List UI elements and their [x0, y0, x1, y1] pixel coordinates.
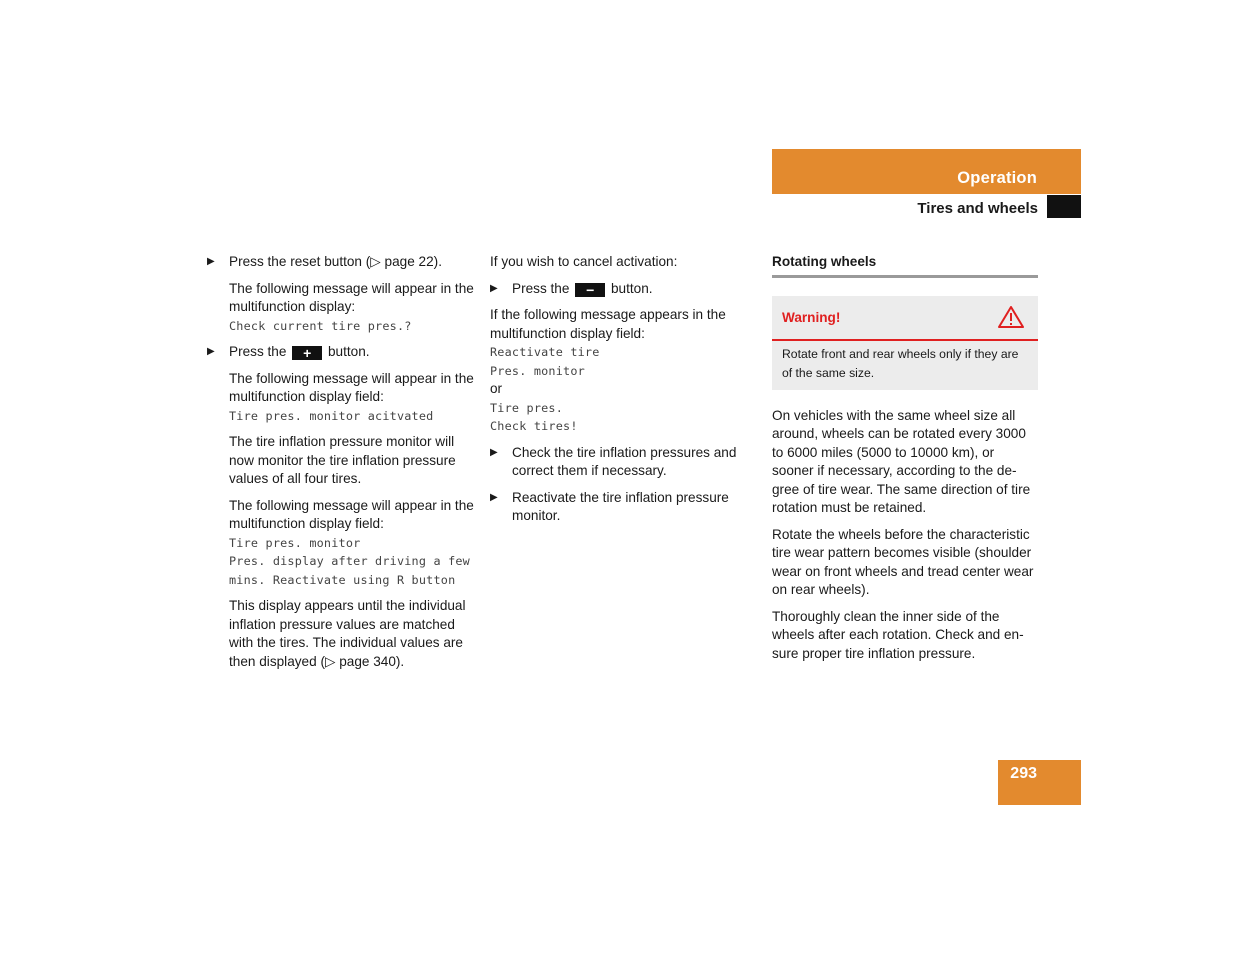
paragraph: Rotate the wheels before the characteristic tire wear pattern becomes visible (shoulder wear on front wheels and tread center wear on rear wheels). — [772, 526, 1034, 597]
section-title: Operation — [957, 169, 1037, 187]
paragraph — [207, 280, 475, 336]
page-number: 293 — [1010, 765, 1037, 782]
bullet-arrow-icon: ▶ — [490, 282, 498, 294]
paragraph: On vehicles with the same wheel size all around, wheels can be rotated every 3000 to 6000 miles (5000 to 10000 km), or sooner if necessary, according to the degree of tire wear. The same direction of tire rotation must be retained. — [772, 407, 1031, 515]
intro-text: If you wish to cancel activation: — [490, 254, 678, 269]
display-message: Tire pres. monitor acitvated — [229, 408, 434, 423]
warning-box — [772, 296, 1038, 390]
step-text: Check the tire inflation pressures and correct them if necessary. — [512, 444, 737, 478]
paragraph — [207, 497, 475, 590]
step-text: button. — [327, 344, 370, 359]
section-heading: Rotating wheels — [772, 253, 1038, 278]
minus-button-icon: − — [575, 283, 605, 297]
step-text: Press the reset button (▷ page 22). — [229, 254, 442, 269]
bullet-arrow-icon: ▶ — [490, 491, 498, 503]
subsection-title: Tires and wheels — [917, 200, 1038, 217]
display-message: Check tires! — [490, 419, 578, 433]
paragraph — [490, 306, 755, 436]
display-message: Tire pres. monitor — [229, 535, 361, 550]
warning-label: Warning! — [782, 309, 841, 325]
display-message: Check current tire pres.? — [229, 318, 412, 333]
display-message: Pres. monitor — [490, 363, 585, 378]
warning-header — [772, 296, 1038, 341]
display-message: Pres. display after driving a few — [229, 554, 470, 568]
paragraph — [207, 433, 475, 489]
warning-text: Rotate front and rear wheels only if they are of the same size. — [782, 346, 1019, 380]
paragraph-text: This display appears until the individual inflation pressure values are matched with the tires. The individual values are then displayed (▷ page 340). — [229, 598, 466, 669]
bullet-arrow-icon: ▶ — [207, 346, 215, 357]
step-reset — [207, 253, 475, 272]
paragraph-text: The following message will appear in the multifunction display: — [229, 280, 474, 314]
paragraph — [207, 370, 475, 426]
bullet-arrow-icon: ▶ — [207, 256, 215, 267]
step-check-pressures — [490, 444, 755, 481]
step-text: Press the — [229, 344, 287, 359]
bullet-arrow-icon: ▶ — [490, 446, 498, 458]
header-band — [772, 149, 1081, 194]
column-2 — [490, 253, 755, 534]
warning-triangle-icon — [997, 305, 1025, 329]
step-press-minus — [490, 280, 755, 299]
display-message: mins. Reactivate using R button — [229, 572, 456, 587]
display-message: Reactivate tire — [490, 345, 600, 359]
paragraph — [207, 597, 475, 671]
step-text: Press the — [512, 280, 570, 296]
step-text: button. — [610, 280, 653, 296]
page-number-box — [998, 760, 1081, 805]
step-reactivate — [490, 489, 755, 526]
paragraph-text: The following message will appear in the multifunction display field: — [229, 370, 474, 404]
column-3 — [772, 253, 1038, 671]
step-press-plus — [207, 343, 475, 362]
display-message: Tire pres. — [490, 400, 564, 415]
step-text: Reactivate the tire inflation pressure monitor. — [512, 489, 729, 523]
paragraph-text: If the following message appears in the multifunction display field: — [490, 307, 726, 341]
or-text: or — [490, 381, 503, 396]
column-1 — [207, 253, 475, 679]
header-marker — [1047, 195, 1081, 218]
plus-button-icon: + — [292, 346, 322, 360]
paragraph-text: The tire inflation pressure monitor will now monitor the tire inflation pressure values of all four tires. — [229, 434, 456, 486]
paragraph: Thoroughly clean the inner side of the wheels after each rotation. Check and ensure proper tire inflation pressure. — [772, 608, 1024, 661]
paragraph-text: The following message will appear in the multifunction display field: — [229, 497, 474, 531]
